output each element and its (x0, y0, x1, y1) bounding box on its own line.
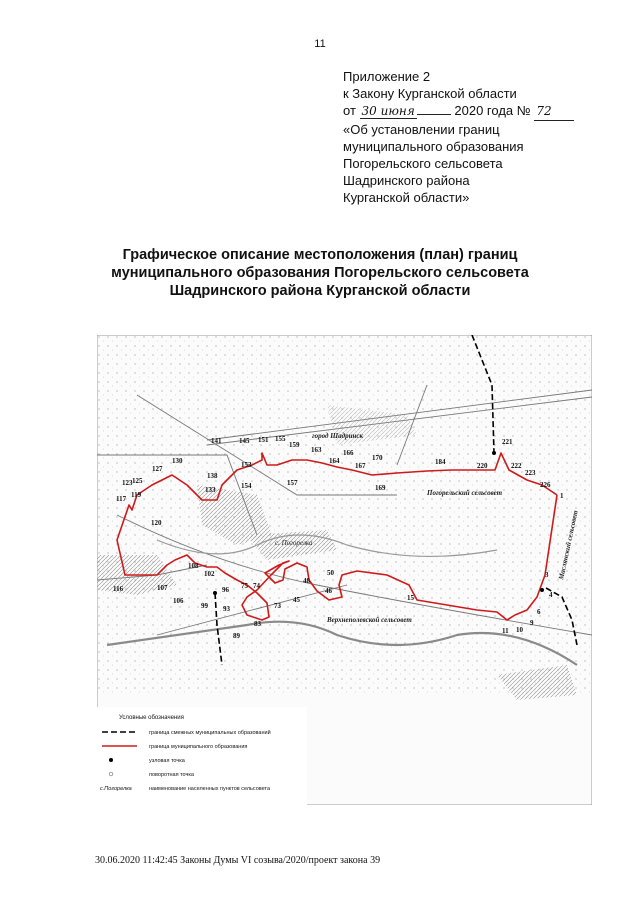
appendix-date-line (343, 102, 603, 121)
appendix-line-4: «Об установлении границ (343, 122, 500, 137)
point-label: 3 (545, 571, 549, 579)
point-label: 74 (253, 582, 260, 590)
point-label: 11 (502, 627, 509, 635)
title-line-1: Графическое описание местоположения (план) границ (122, 247, 518, 263)
point-label: 155 (275, 435, 286, 443)
map-legend (97, 707, 307, 805)
point-label: 50 (327, 569, 334, 577)
point-label: 184 (435, 458, 446, 466)
document-title (60, 246, 580, 300)
point-label: 151 (258, 436, 269, 444)
point-label: 102 (204, 570, 215, 578)
point-label: 157 (287, 479, 298, 487)
point-label: 125 (132, 477, 143, 485)
point-label: 159 (289, 441, 300, 449)
legend-sample-place: с.Погорелка (100, 786, 132, 792)
legend-item: граница смежных муниципальных образований (149, 730, 271, 736)
point-label: 164 (329, 457, 340, 465)
point-label: 96 (222, 586, 229, 594)
point-label: 83 (254, 620, 261, 628)
point-label: 99 (201, 602, 208, 610)
appendix-line-5: муниципального образования (343, 139, 524, 154)
legend-item: граница муниципального образования (149, 744, 248, 750)
point-label: 154 (241, 482, 252, 490)
label-pogorelsky-sovet: Погорельский сельсовет (427, 489, 503, 497)
point-label: 93 (223, 605, 230, 613)
point-label: 223 (525, 469, 536, 477)
legend-item: наименование населенных пунктов сельсовета (149, 786, 271, 792)
legend-item: узловая точка (149, 758, 185, 764)
point-label: 89 (233, 632, 240, 640)
footer-path: 30.06.2020 11:42:45 Законы Думы VI созыва/2020/проект закона 39 (95, 855, 381, 866)
point-label: 73 (274, 602, 281, 610)
point-label: 163 (311, 446, 322, 454)
point-label: 170 (372, 454, 383, 462)
point-label: 46 (325, 587, 332, 595)
point-label: 108 (188, 562, 199, 570)
legend-node-icon (109, 758, 113, 762)
point-label: 45 (293, 596, 300, 604)
label-verkhnepolevskoy: Верхнеполевской сельсовет (327, 616, 412, 624)
title-line-3: Шадринского района Курганской области (169, 283, 471, 299)
appendix-line-1: Приложение 2 (343, 69, 431, 84)
point-label: 117 (116, 495, 127, 503)
appendix-line-6: Погорельского сельсовета (343, 156, 503, 171)
point-label: 138 (207, 472, 218, 480)
point-label: 226 (540, 481, 551, 489)
point-label: 75 (241, 582, 248, 590)
title-line-2: муниципального образования Погорельского сельсовета (111, 265, 529, 281)
label-maslyansky: Маслянский сельсовет (557, 509, 580, 581)
page-number: 11 (314, 38, 326, 50)
point-label: 222 (511, 462, 522, 470)
point-label: 221 (502, 438, 513, 446)
point-label: 106 (173, 597, 184, 605)
point-label: 220 (477, 462, 488, 470)
appendix-line-7: Шадринского района (343, 173, 470, 188)
point-label: 9 (530, 619, 534, 627)
point-label: 15 (407, 594, 414, 602)
boundary-map (97, 335, 592, 805)
point-label: 167 (355, 462, 366, 470)
appendix-line-2: к Закону Курганской области (343, 86, 517, 101)
point-label: 123 (122, 479, 133, 487)
point-label: 166 (343, 449, 354, 457)
point-label: 6 (537, 608, 541, 616)
point-label: 4 (549, 591, 553, 599)
point-label: 141 (211, 437, 222, 445)
point-label: 153 (241, 461, 252, 469)
point-label: 120 (151, 519, 162, 527)
label-pogorelka: с. Погорелка (275, 539, 313, 547)
handwritten-number: 72 (534, 103, 574, 121)
point-label: 10 (516, 626, 523, 634)
handwritten-date: 30 июня (361, 104, 415, 118)
point-label: 116 (113, 585, 124, 593)
label-shadrinsk: город Шадринск (312, 432, 364, 440)
point-label: 145 (239, 437, 250, 445)
point-label: 130 (172, 457, 183, 465)
point-label: 107 (157, 584, 168, 592)
appendix-line-8: Курганской области» (343, 190, 470, 205)
point-label: 127 (152, 465, 163, 473)
point-label: 119 (131, 491, 142, 499)
legend-title: Условные обозначения (119, 715, 184, 721)
point-label: 133 (205, 486, 216, 494)
legend-item: поворотная точка (149, 772, 194, 778)
point-label: 169 (375, 484, 386, 492)
point-label: 1 (560, 492, 564, 500)
date-prefix: от (343, 103, 356, 118)
point-label: 48 (303, 577, 310, 585)
appendix-block (343, 68, 603, 206)
map-svg (97, 335, 592, 805)
topo-texture (97, 335, 592, 695)
date-suffix: 2020 года № (454, 103, 531, 118)
